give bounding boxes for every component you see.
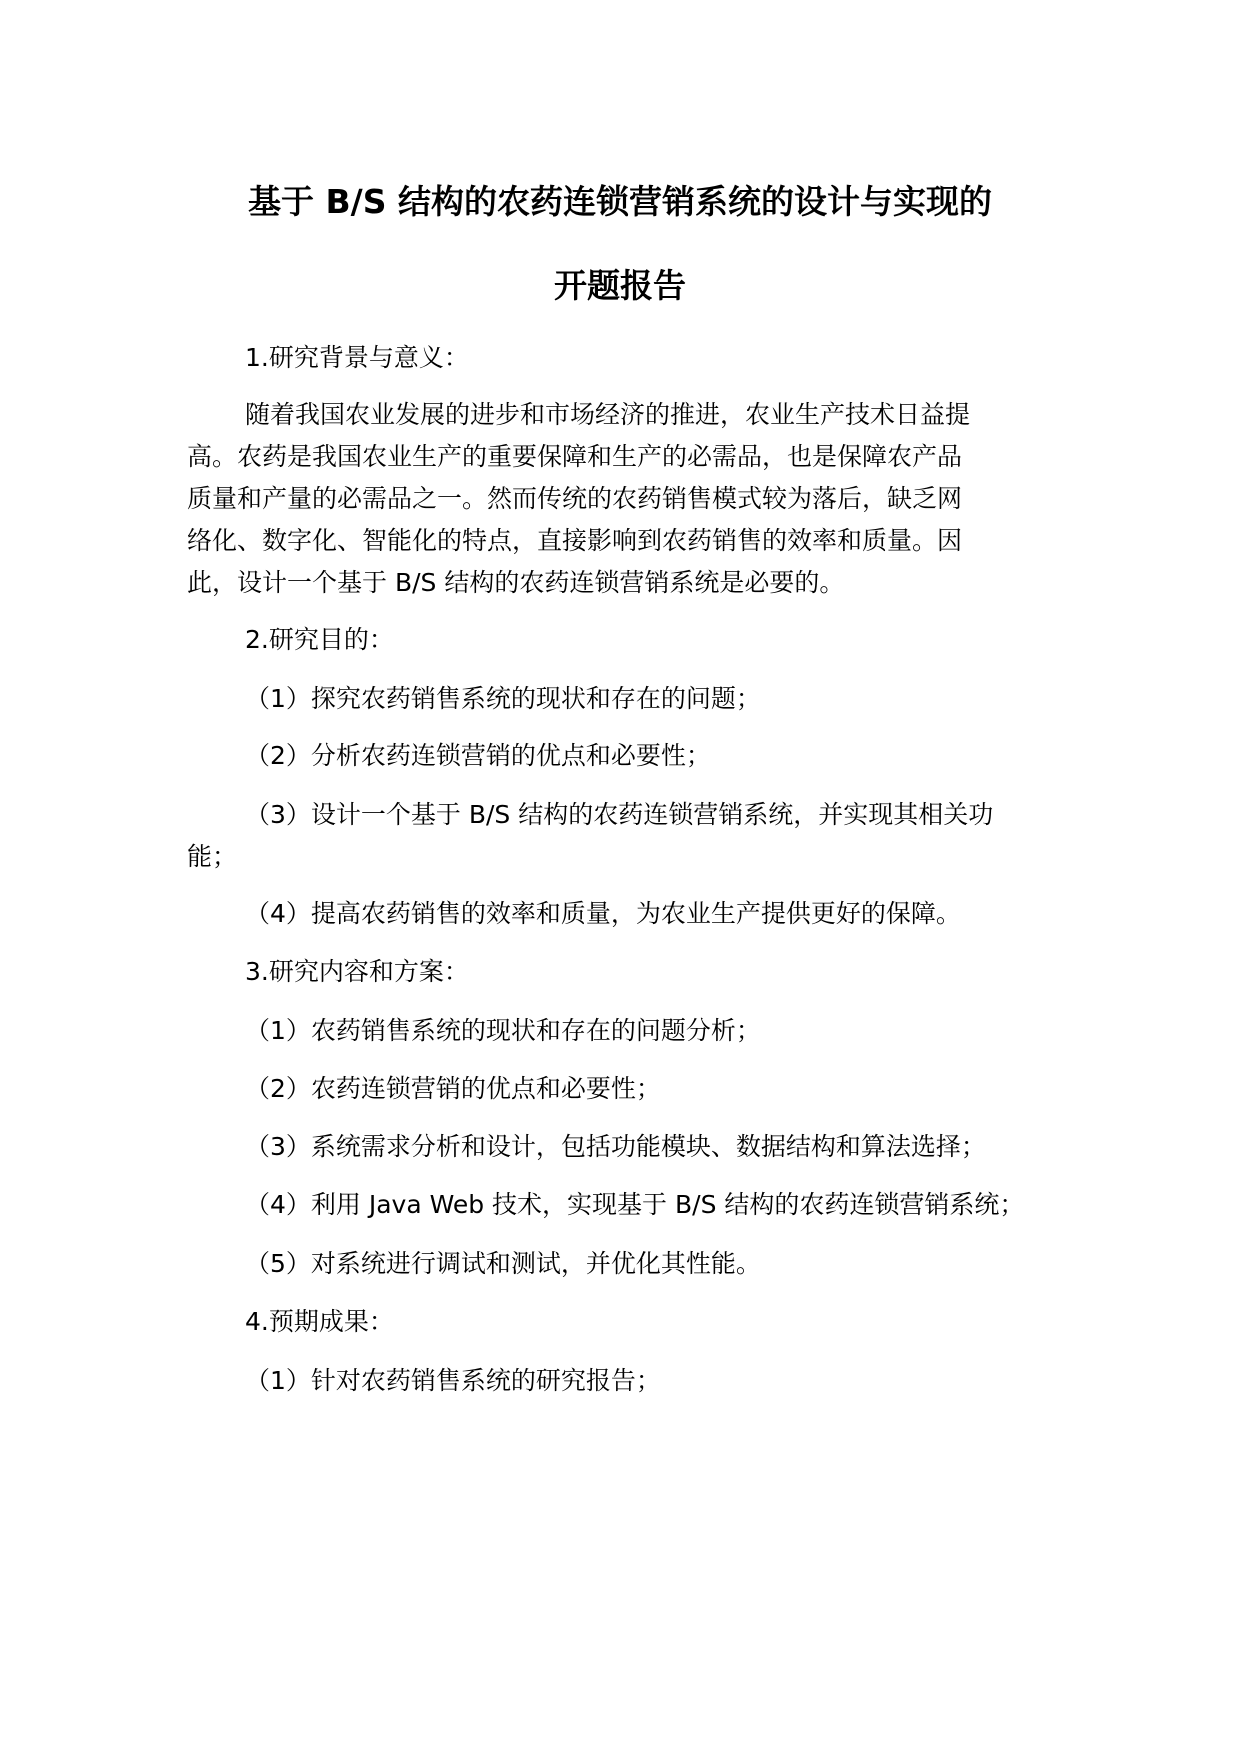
list-item: （2）农药连锁营销的优点和必要性； [245,1074,661,1103]
list-item: （2）分析农药连锁营销的优点和必要性； [245,741,711,770]
section-heading-results: 4.预期成果： [245,1307,394,1336]
list-item: （4）提高农药销售的效率和质量，为农业生产提供更好的保障。 [245,899,961,928]
list-item: （1）探究农药销售系统的现状和存在的问题； [245,684,761,713]
list-item: （3）设计一个基于 B/S 结构的农药连锁营销系统，并实现其相关功 [245,800,994,829]
list-item: （4）利用 Java Web 技术，实现基于 B/S 结构的农药连锁营销系统； [245,1190,1025,1219]
list-item: （1）针对农药销售系统的研究报告； [245,1366,661,1395]
list-item: （5）对系统进行调试和测试，并优化其性能。 [245,1249,761,1278]
paragraph-line: 质量和产量的必需品之一。然而传统的农药销售模式较为落后，缺乏网 [187,484,963,513]
section-heading-content: 3.研究内容和方案： [245,957,469,986]
list-item: （1）农药销售系统的现状和存在的问题分析； [245,1016,761,1045]
list-item-continuation: 能； [187,842,238,871]
section-heading-purpose: 2.研究目的： [245,625,394,654]
paragraph-line: 随着我国农业发展的进步和市场经济的推进，农业生产技术日益提 [245,400,971,429]
paragraph-line: 此，设计一个基于 B/S 结构的农药连锁营销系统是必要的。 [187,568,845,597]
list-item: （3）系统需求分析和设计，包括功能模块、数据结构和算法选择； [245,1132,986,1161]
paragraph-line: 络化、数字化、智能化的特点，直接影响到农药销售的效率和质量。因 [187,526,963,555]
section-heading-background: 1.研究背景与意义： [245,343,469,372]
document-title-line-2: 开题报告 [554,266,686,305]
paragraph-line: 高。农药是我国农业生产的重要保障和生产的必需品，也是保障农产品 [187,442,963,471]
document-title-line-1: 基于 B/S 结构的农药连锁营销系统的设计与实现的 [248,182,992,221]
